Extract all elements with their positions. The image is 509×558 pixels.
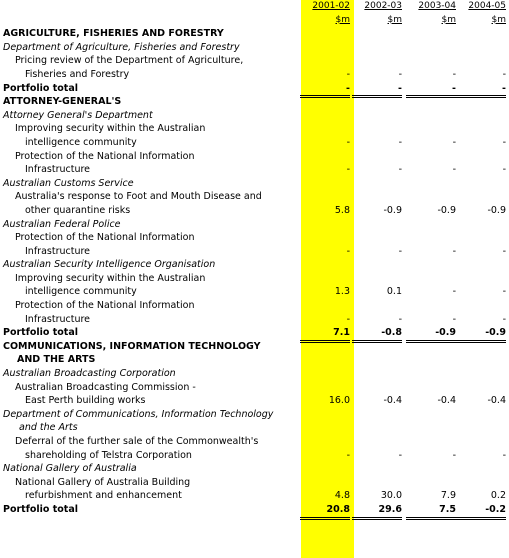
col-header-2004-05: 2004-05: [468, 1, 506, 11]
value-cell: 0.2: [490, 490, 506, 502]
value-cell: -: [502, 68, 506, 80]
row-label: Department of Communications, Information Technology: [3, 408, 274, 420]
value-cell: -0.8: [352, 326, 402, 343]
value-cell: 7.5: [406, 503, 456, 520]
value-cell: -0.4: [437, 395, 456, 407]
row-label: Deferral of the further sale of the Commonwealth's: [15, 436, 259, 447]
col-header-2002-03: 2002-03: [364, 1, 402, 11]
value-cell: 16.0: [328, 395, 350, 407]
agency-heading-row: [0, 462, 509, 476]
value-cell: -: [502, 136, 506, 148]
row-label: intelligence community: [25, 136, 137, 148]
value-cell: -: [398, 245, 402, 257]
unit-label: $m: [491, 14, 506, 25]
value-cell: -: [398, 449, 402, 461]
value-cell: -: [346, 68, 350, 80]
value-cell: -: [502, 286, 506, 298]
agency-heading-row: [0, 41, 509, 55]
agency-heading-row: [0, 218, 509, 232]
value-cell: -: [452, 313, 456, 325]
value-cell: -: [452, 245, 456, 257]
section-heading-row: [0, 340, 509, 354]
row-label: Australian Broadcasting Corporation: [3, 368, 176, 380]
value-cell: -: [452, 449, 456, 461]
table-row: [0, 190, 509, 204]
row-label: Protection of the National Information: [15, 150, 195, 162]
agency-heading-row: [0, 367, 509, 381]
row-label: Portfolio total: [3, 503, 78, 515]
table-header-units: [0, 14, 509, 28]
value-cell: -: [452, 164, 456, 176]
value-cell: -0.9: [406, 326, 456, 343]
row-label: Protection of the National Information: [15, 232, 195, 244]
row-label: refurbishment and enhancement: [25, 490, 182, 502]
value-cell: -0.9: [456, 326, 506, 343]
row-label: Department of Agriculture, Fisheries and Forestry: [3, 41, 240, 53]
value-cell: -: [346, 245, 350, 257]
table-row: [0, 231, 509, 245]
section-heading-row: [0, 353, 509, 367]
value-cell: -: [346, 313, 350, 325]
value-cell: -0.4: [487, 395, 506, 407]
table-body: [0, 27, 509, 516]
value-cell: -: [406, 82, 456, 99]
row-label: Australia's response to Foot and Mouth Disease and: [15, 191, 262, 203]
table-row: [0, 313, 509, 327]
table-row: [0, 136, 509, 150]
row-label: Improving security within the Australian: [15, 123, 206, 135]
section-heading-row: [0, 27, 509, 41]
row-label: shareholding of Telstra Corporation: [25, 449, 192, 461]
value-cell: -: [346, 449, 350, 461]
row-label: COMMUNICATIONS, INFORMATION TECHNOLOGY: [3, 340, 261, 352]
value-cell: -: [300, 82, 350, 99]
value-cell: -: [456, 82, 506, 99]
table-row: [0, 68, 509, 82]
row-label: AGRICULTURE, FISHERIES AND FORESTRY: [3, 28, 224, 40]
agency-heading-row: [0, 408, 509, 422]
table-row: [0, 476, 509, 490]
value-cell: -: [502, 449, 506, 461]
row-label: AND THE ARTS: [17, 354, 96, 366]
value-cell: 4.8: [334, 490, 350, 502]
col-header-2003-04: 2003-04: [418, 1, 456, 11]
value-cell: -0.9: [383, 204, 402, 216]
table-row: [0, 285, 509, 299]
row-label: Improving security within the Australian: [15, 272, 206, 284]
table-row: [0, 204, 509, 218]
portfolio-total-row: [0, 503, 509, 517]
table-header-years: [0, 0, 509, 14]
row-label: Australian Security Intelligence Organisation: [3, 259, 216, 271]
unit-label: $m: [335, 14, 350, 25]
section-heading-row: [0, 95, 509, 109]
value-cell: 20.8: [300, 503, 350, 520]
row-label: Protection of the National Information: [15, 300, 195, 312]
row-label: National Gallery of Australia: [3, 463, 137, 475]
row-label: Infrastructure: [25, 164, 91, 176]
agency-heading-row: [0, 109, 509, 123]
row-label: Portfolio total: [3, 82, 78, 94]
table-row: [0, 381, 509, 395]
value-cell: -0.4: [383, 395, 402, 407]
value-cell: 0.1: [386, 286, 402, 298]
unit-label: $m: [387, 14, 402, 25]
value-cell: -: [346, 136, 350, 148]
value-cell: -0.9: [487, 204, 506, 216]
value-cell: 30.0: [380, 490, 402, 502]
row-label: Portfolio total: [3, 327, 78, 339]
value-cell: 29.6: [352, 503, 402, 520]
value-cell: -: [502, 245, 506, 257]
table-row: [0, 394, 509, 408]
row-label: East Perth building works: [25, 395, 146, 407]
value-cell: -: [452, 286, 456, 298]
value-cell: 7.9: [440, 490, 456, 502]
value-cell: -: [398, 164, 402, 176]
value-cell: 1.3: [334, 286, 350, 298]
value-cell: -: [398, 313, 402, 325]
table-row: [0, 54, 509, 68]
table-row: [0, 435, 509, 449]
row-label: Fisheries and Forestry: [25, 68, 130, 80]
row-label: other quarantine risks: [25, 204, 131, 216]
table-row: [0, 449, 509, 463]
agency-heading-row: [0, 177, 509, 191]
value-cell: -: [398, 136, 402, 148]
value-cell: 5.8: [334, 204, 350, 216]
row-label: Infrastructure: [25, 313, 91, 325]
value-cell: -0.9: [437, 204, 456, 216]
table-row: [0, 163, 509, 177]
agency-heading-row: [0, 421, 509, 435]
row-label: Pricing review of the Department of Agriculture,: [15, 55, 244, 67]
portfolio-total-row: [0, 326, 509, 340]
table-row: [0, 299, 509, 313]
row-label: ATTORNEY-GENERAL'S: [3, 96, 122, 108]
row-label: National Gallery of Australia Building: [15, 476, 191, 488]
value-cell: -: [398, 68, 402, 80]
value-cell: -: [502, 164, 506, 176]
portfolio-total-row: [0, 82, 509, 96]
row-label: and the Arts: [19, 422, 78, 434]
table-row: [0, 489, 509, 503]
value-cell: -: [346, 164, 350, 176]
row-label: Australian Broadcasting Commission -: [15, 381, 196, 393]
table-row: [0, 272, 509, 286]
unit-label: $m: [441, 14, 456, 25]
row-label: Attorney General's Department: [3, 109, 153, 121]
value-cell: -: [452, 136, 456, 148]
table-row: [0, 245, 509, 259]
row-label: Australian Federal Police: [3, 218, 121, 230]
value-cell: 7.1: [300, 326, 350, 343]
table-row: [0, 150, 509, 164]
col-header-2001-02: 2001-02: [312, 1, 350, 11]
value-cell: -: [502, 313, 506, 325]
agency-heading-row: [0, 258, 509, 272]
row-label: intelligence community: [25, 286, 137, 298]
row-label: Infrastructure: [25, 245, 91, 257]
table-row: [0, 122, 509, 136]
value-cell: -: [352, 82, 402, 99]
row-label: Australian Customs Service: [3, 177, 134, 189]
value-cell: -: [452, 68, 456, 80]
value-cell: -0.2: [456, 503, 506, 520]
